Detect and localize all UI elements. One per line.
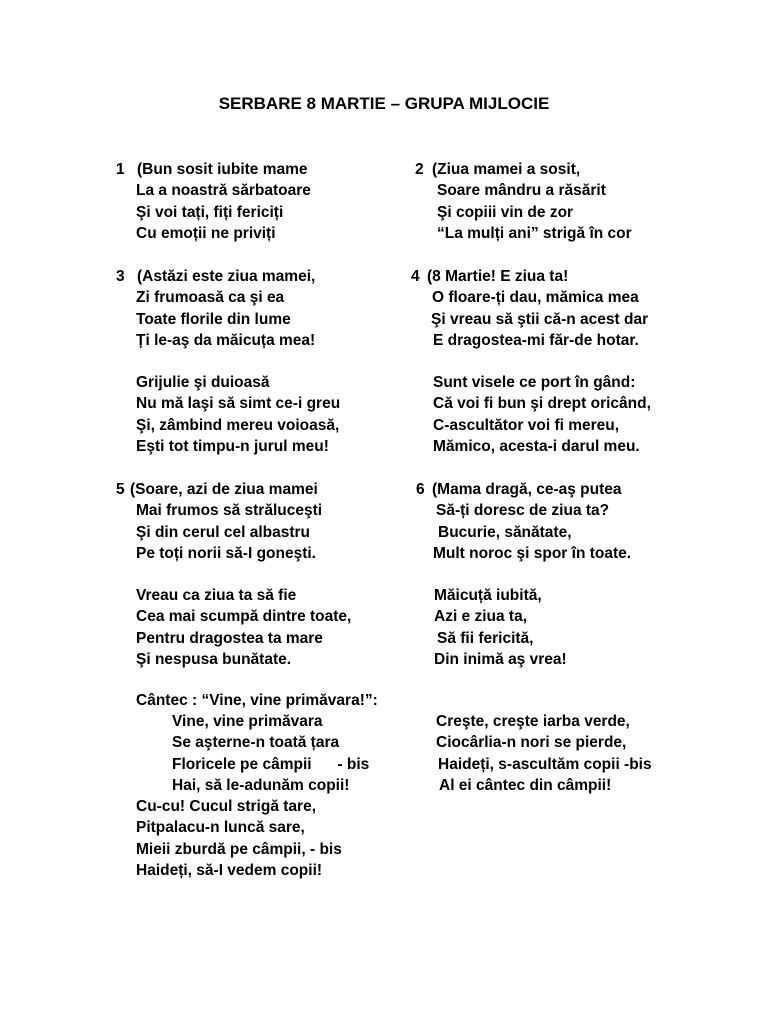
verse-line: (Astăzi este ziua mamei, xyxy=(137,268,316,285)
verse-line: O floare-ți dau, mămica mea xyxy=(432,289,639,307)
stanza-number: 4 xyxy=(411,268,420,285)
verse-line: Mieii zburdă pe câmpii, - bis xyxy=(136,840,342,858)
verse-line: Măicuță iubită, xyxy=(434,587,542,604)
verse-line: Cea mai scumpă dintre toate, xyxy=(136,608,352,626)
verse-line: Şi copiii vin de zor xyxy=(437,203,574,221)
song-heading xyxy=(136,690,378,711)
stanza-2 xyxy=(415,159,632,244)
stanza-6-continued xyxy=(434,585,567,670)
verse-line: Şi din cerul cel albastru xyxy=(136,523,311,541)
verse-line: Din inimă aş vrea! xyxy=(434,650,567,668)
stanza-5-continued xyxy=(136,585,351,670)
song-verse-1-left xyxy=(172,711,369,796)
verse-line: Ți le-aş da măicuța mea! xyxy=(136,331,316,349)
song-title: Cântec : “Vine, vine primăvara!”: xyxy=(136,692,378,709)
verse-line: Şi voi tați, fiți fericiți xyxy=(136,203,284,221)
verse-line: Se aşterne-n toată țara xyxy=(172,734,340,752)
stanza-3 xyxy=(116,266,315,351)
verse-line: E dragostea-mi făr-de hotar. xyxy=(433,331,639,349)
stanza-5 xyxy=(116,479,322,564)
stanza-1 xyxy=(116,159,311,244)
verse-line: Sunt visele ce port în gând: xyxy=(433,374,636,391)
stanza-number: 1 xyxy=(116,161,125,178)
verse-line: Cu emoții ne priviți xyxy=(136,224,276,242)
song-verse-2 xyxy=(136,796,342,881)
verse-line: Vreau ca ziua ta să fie xyxy=(136,587,297,604)
verse-line: Haideți, să-I vedem copii! xyxy=(136,861,323,879)
stanza-4-continued xyxy=(433,372,651,457)
verse-line: Toate florile din lume xyxy=(136,310,291,328)
verse-line: Eşti tot timpu-n jurul meu! xyxy=(136,437,329,455)
verse-line: Să-ți doresc de ziua ta? xyxy=(436,502,610,520)
verse-line: Şi, zâmbind mereu voioasă, xyxy=(136,416,340,434)
page-title: SERBARE 8 MARTIE – GRUPA MIJLOCIE xyxy=(218,94,550,113)
verse-line: Pe toți norii să-I goneşti. xyxy=(136,544,316,562)
verse-line: Cu-cu! Cucul strigă tare, xyxy=(136,798,316,815)
stanza-number: 3 xyxy=(116,268,125,285)
verse-line: (8 Martie! E ziua ta! xyxy=(427,268,569,285)
verse-line: (Ziua mamei a sosit, xyxy=(432,161,581,178)
verse-line: La a noastră sărbatoare xyxy=(136,182,311,200)
verse-line: Să fii fericită, xyxy=(437,629,534,647)
verse-line: Ciocârlia-n nori se pierde, xyxy=(436,734,627,752)
verse-line: Nu mă laşi să simt ce-i greu xyxy=(136,395,341,413)
verse-line: Grijulie şi duioasă xyxy=(136,374,270,391)
stanza-number: 6 xyxy=(416,481,425,498)
verse-line: Mai frumos să străluceşti xyxy=(136,502,323,520)
song-verse-1-right xyxy=(436,711,652,796)
stanza-number: 5 xyxy=(116,481,125,498)
verse-line: Creşte, creşte iarba verde, xyxy=(436,713,630,730)
verse-line: Al ei cântec din câmpii! xyxy=(439,776,612,794)
stanza-3-continued xyxy=(136,372,340,457)
verse-line: Pentru dragostea ta mare xyxy=(136,629,323,647)
verse-line: C-ascultător voi fi mereu, xyxy=(433,416,620,434)
verse-line: Haideți, s-ascultăm copii -bis xyxy=(438,755,652,773)
verse-line: (Soare, azi de ziua mamei xyxy=(130,481,318,498)
verse-line: Zi frumoasă ca şi ea xyxy=(136,289,285,307)
verse-line: Floricele pe câmpii - bis xyxy=(172,755,370,773)
verse-line: Şi vreau să ştii că-n acest dar xyxy=(431,310,649,328)
verse-line: Hai, să le-adunăm copii! xyxy=(172,776,350,794)
verse-line: Vine, vine primăvara xyxy=(172,713,323,730)
verse-line: (Mama dragă, ce-aş putea xyxy=(432,481,622,498)
stanza-6 xyxy=(416,479,631,564)
verse-line: Pitpalacu-n luncă sare, xyxy=(136,819,305,837)
verse-line: Azi e ziua ta, xyxy=(434,608,528,626)
stanza-number: 2 xyxy=(415,161,424,178)
verse-line: “La mulți ani” strigă în cor xyxy=(437,224,632,242)
verse-line: Şi nespusa bunătate. xyxy=(136,650,292,668)
verse-line: Că voi fi bun şi drept oricând, xyxy=(433,395,651,413)
verse-line: Soare mândru a răsărit xyxy=(437,182,606,200)
verse-line: Mămico, acesta-i darul meu. xyxy=(433,437,640,455)
verse-line: Bucurie, sănătate, xyxy=(438,523,572,541)
verse-line: (Bun sosit iubite mame xyxy=(137,161,308,178)
stanza-4 xyxy=(411,266,648,351)
verse-line: Mult noroc şi spor în toate. xyxy=(433,544,632,562)
